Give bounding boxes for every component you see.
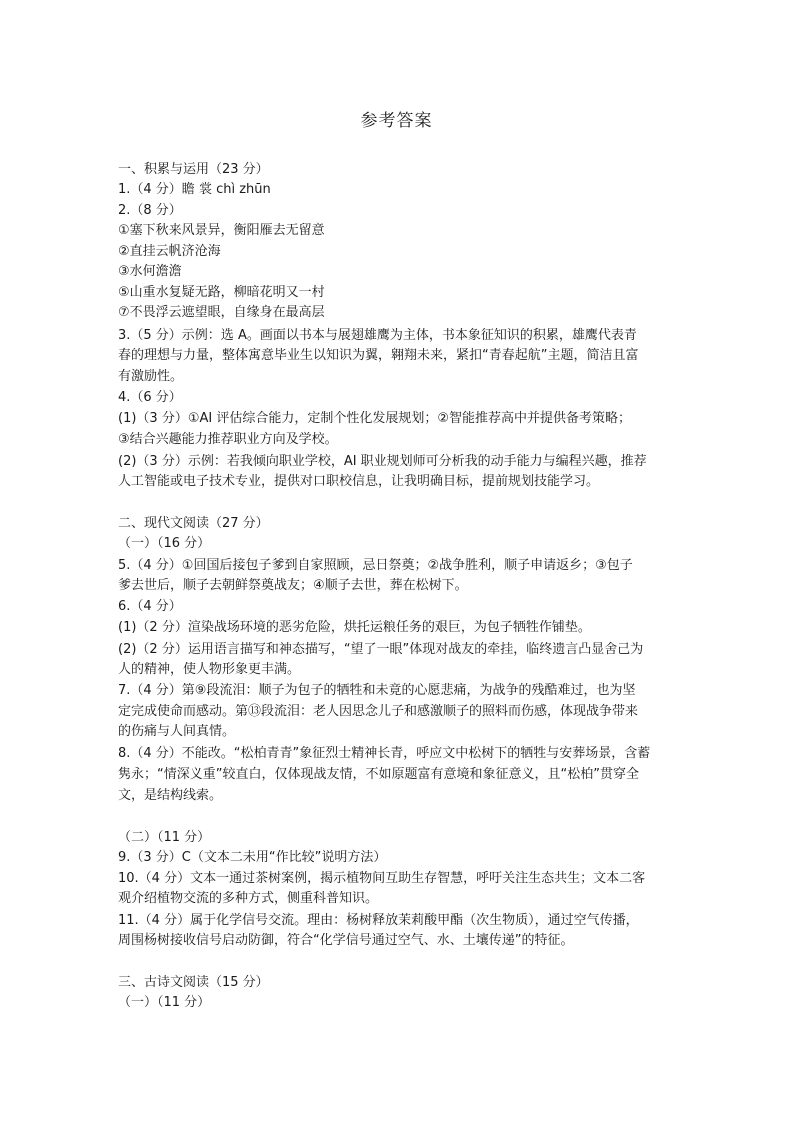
answer-line: 5.（4 分）①回国后接包子爹到自家照顾，忌日祭奠；②战争胜利，顺子申请返乡；③包子 (118, 558, 633, 573)
subsection-heading: （一）（11 分） (118, 995, 211, 1010)
subsection-heading: （一）（16 分） (118, 536, 211, 551)
answer-line: 的伤痛与人间真情。 (118, 724, 236, 739)
answer-line: 隽永；“情深义重”较直白，仅体现战友情，不如原题富有意境和象征意义，且“松柏”贯穿全 (118, 767, 639, 782)
answer-line: ⑦不畏浮云遮望眼，自缘身在最高层 (118, 305, 325, 320)
answer-line: (2)（2 分）运用语言描写和神态描写，“望了一眼”体现对战友的牵挂，临终遗言凸显舍己为 (118, 642, 644, 657)
answer-line: 10.（4 分）文本一通过茶树案例，揭示植物间互助生存智慧，呼吁关注生态共生；文本二客 (118, 871, 646, 886)
answer-line: (1)（2 分）渲染战场环境的恶劣危险，烘托运粮任务的艰巨，为包子牺牲作铺垫。 (118, 620, 591, 635)
subsection-heading: （二）（11 分） (118, 830, 211, 845)
answer-line: ③结合兴趣能力推荐职业方向及学校。 (118, 432, 338, 447)
answer-line: (2)（3 分）示例：若我倾向职业学校，AI 职业规划师可分析我的动手能力与编程兴趣，推荐 (118, 454, 647, 469)
answer-line: 11.（4 分）属于化学信号交流。理由：杨树释放茉莉酸甲酯（次生物质），通过空气传播， (118, 913, 639, 928)
answer-line: (1)（3 分）①AI 评估综合能力，定制个性化发展规划；②智能推荐高中并提供备考策略； (118, 411, 631, 426)
answer-line: ③水何澹澹 (118, 264, 182, 279)
answer-line: 4.（6 分） (118, 390, 182, 405)
answer-line: ①塞下秋来风景异，衡阳雁去无留意 (118, 223, 325, 238)
answer-line: 6.（4 分） (118, 599, 182, 614)
answer-line: 9.（3 分）C（文本二未用“作比较”说明方法） (118, 850, 387, 865)
answer-line: 7.（4 分）第⑨段流泪：顺子为包子的牺牲和未竟的心愿悲痛，为战争的残酷难过，也为坚 (118, 683, 636, 698)
answer-line: 春的理想与力量，整体寓意毕业生以知识为翼，翱翔未来，紧扣“青春起航”主题，简洁且富 (118, 348, 639, 363)
answer-line: 定完成使命而感动。第⑬段流泪：老人因思念儿子和感激顺子的照料而伤感，体现战争带来 (118, 704, 639, 719)
answer-line: ⑤山重水复疑无路，柳暗花明又一村 (118, 285, 325, 300)
page-title: 参考答案 (360, 111, 433, 131)
section-heading: 三、古诗文阅读（15 分） (118, 975, 269, 990)
answer-line: 8.（4 分）不能改。“松柏青青”象征烈士精神长青，呼应文中松树下的牺牲与安葬场景，含蓄 (118, 746, 651, 761)
section-heading: 一、积累与运用（23 分） (118, 162, 269, 177)
answer-line: 人工智能或电子技术专业，提供对口职校信息，让我明确目标，提前规划技能学习。 (118, 474, 600, 489)
answer-line: ②直挂云帆济沧海 (118, 244, 221, 259)
answer-line: 1.（4 分）瞻 裳 chì zhūn (118, 182, 271, 197)
section-heading: 二、现代文阅读（27 分） (118, 516, 269, 531)
answer-line: 文，是结构线索。 (118, 788, 223, 803)
answer-line: 2.（8 分） (118, 203, 182, 218)
answer-line: 爹去世后，顺子去朝鲜祭奠战友；④顺子去世，葬在松树下。 (118, 578, 468, 593)
answer-line: 周围杨树接收信号启动防御，符合“化学信号通过空气、水、土壤传递”的特征。 (118, 933, 574, 948)
answer-line: 人的精神，使人物形象更丰满。 (118, 662, 301, 677)
answer-line: 有激励性。 (118, 369, 184, 384)
answer-line: 观介绍植物交流的多种方式，侧重科普知识。 (118, 891, 379, 906)
answer-line: 3.（5 分）示例：选 A。画面以书本与展翅雄鹰为主体，书本象征知识的积累，雄鹰代表青 (118, 328, 637, 343)
